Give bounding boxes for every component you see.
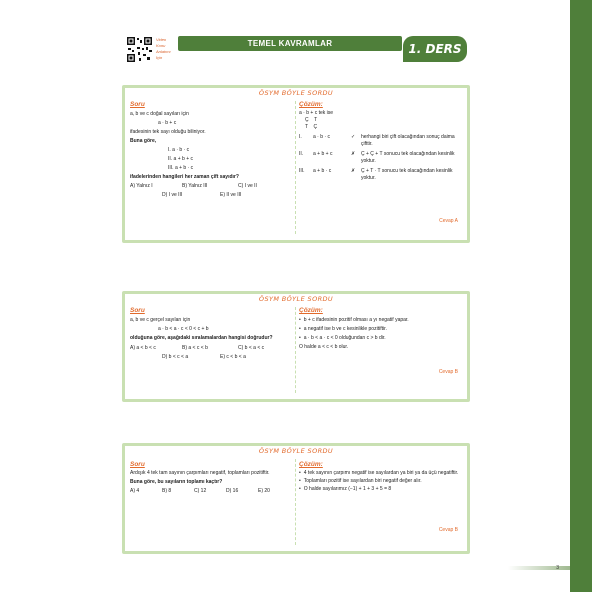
option-e[interactable]: E) c < b < a <box>220 354 246 360</box>
option-d[interactable]: D) b < c < a <box>162 354 189 360</box>
option-b[interactable]: B) Yalnız III <box>182 183 208 189</box>
question-box-1 <box>122 85 470 243</box>
question-line: ifadesinin tek sayı olduğu biliniyor. <box>130 129 206 135</box>
cross-icon: ✗ <box>351 168 356 174</box>
statement-1: I. a · b · c <box>168 147 190 153</box>
solution-bullet: • 4 tek sayının çarpımı negatif ise sayılardan ya biri ya da üçü negatiftir. <box>299 470 462 477</box>
solution-column <box>299 305 462 395</box>
option-c[interactable]: C) 12 <box>194 488 207 494</box>
question-column <box>130 457 295 547</box>
question-box-3 <box>122 443 470 554</box>
solution-line: Ç T <box>305 117 318 123</box>
solution-bullet: • a · b < a · c < 0 olduğundan c > b dir. <box>299 334 462 343</box>
solution-bullet: • b + c ifadesinin pozitif olması a yı negatif yapar. <box>299 316 462 325</box>
option-a[interactable]: A) a < b < c <box>130 345 156 351</box>
answer-label: Cevap B <box>438 369 458 375</box>
option-b[interactable]: B) 8 <box>162 488 172 494</box>
column-divider <box>295 307 296 393</box>
statement-2: II. a + b + c <box>168 156 194 162</box>
question-prompt: ifadelerinden hangileri her zaman çift sayıdır? <box>130 174 239 180</box>
side-color-bar <box>570 0 592 592</box>
question-column <box>130 305 295 395</box>
question-column <box>130 99 295 236</box>
answer-label: Cevap B <box>438 527 458 533</box>
option-e[interactable]: E) 20 <box>258 488 270 494</box>
column-divider <box>295 101 296 234</box>
question-line: a, b ve c gerçel sayıları için <box>130 317 191 323</box>
qr-code-icon[interactable] <box>126 36 153 63</box>
column-divider <box>295 459 296 545</box>
question-line: a, b ve c doğal sayıları için <box>130 111 189 117</box>
box-title: ÖSYM BÖYLE SORDU <box>258 295 334 303</box>
question-heading: Soru <box>130 307 145 314</box>
lesson-badge: 1. DERS <box>403 36 467 62</box>
option-a[interactable]: A) 4 <box>130 488 140 494</box>
solution-line: a · b + c tek ise <box>299 110 334 116</box>
solution-heading: Çözüm: <box>299 307 323 314</box>
options-row <box>130 344 295 353</box>
solution-conclusion: O halde a < c < b olur. <box>299 344 349 350</box>
solution-heading: Çözüm: <box>299 461 323 468</box>
solution-item: I. a · b · c ✓ herhangi biri çift olacağından sonuç daima çifttir. <box>299 134 455 147</box>
solution-item: II. a + b + c ✗ Ç + Ç + T sonucu tek olacağından kesinlik yoktur. <box>299 151 455 164</box>
qr-caption: Video Konu Anlatımı İçin <box>156 37 171 60</box>
check-icon: ✓ <box>351 134 356 140</box>
options-row <box>130 487 295 496</box>
solution-heading: Çözüm: <box>299 101 323 108</box>
question-line: a · b + c <box>158 120 177 126</box>
solution-bullet: • a negatif ise b ve c kesinlikle pozitiftir. <box>299 325 462 334</box>
option-c[interactable]: C) I ve II <box>238 183 257 189</box>
solution-line: T Ç <box>305 124 318 130</box>
solution-item: III. a + b · c ✗ Ç + T · T sonucu tek olacağından kesinlik yoktur. <box>299 168 453 181</box>
option-a[interactable]: A) Yalnız I <box>130 183 153 189</box>
page-number-strip <box>508 566 570 570</box>
options-row <box>130 191 295 200</box>
question-prompt: olduğuna göre, aşağıdaki sıralamalardan hangisi doğrudur? <box>130 335 273 341</box>
options-row <box>130 353 295 362</box>
answer-label: Cevap A <box>439 218 458 224</box>
cross-icon: ✗ <box>351 151 356 157</box>
question-line: a · b < a · c < 0 < c + b <box>158 326 209 332</box>
solution-column <box>299 99 462 236</box>
options-row <box>130 182 295 191</box>
question-heading: Soru <box>130 461 145 468</box>
solution-bullet: • Toplamları pozitif ise sayılardan biri negatif değer alır. <box>299 478 462 485</box>
box-title: ÖSYM BÖYLE SORDU <box>258 89 334 97</box>
page-number: 3 <box>556 565 559 571</box>
question-prompt: Buna göre, bu sayıların toplamı kaçtır? <box>130 479 223 485</box>
section-title-bar: TEMEL KAVRAMLAR <box>178 36 402 51</box>
option-e[interactable]: E) II ve III <box>220 192 242 198</box>
solution-bullet: • O halde sayılarımız (−1) + 1 + 3 + 5 = 8 <box>299 486 462 493</box>
option-d[interactable]: D) 16 <box>226 488 239 494</box>
solution-column <box>299 457 462 547</box>
option-b[interactable]: B) a < c < b <box>182 345 208 351</box>
question-line: Buna göre, <box>130 138 157 144</box>
option-c[interactable]: C) b < a < c <box>238 345 265 351</box>
statement-3: III. a + b · c <box>168 165 194 171</box>
box-title: ÖSYM BÖYLE SORDU <box>258 447 334 455</box>
question-heading: Soru <box>130 101 145 108</box>
option-d[interactable]: D) I ve III <box>162 192 183 198</box>
question-box-2 <box>122 291 470 402</box>
question-line: Ardışık 4 tek tam sayının çarpımları negatif, toplamları pozitiftir. <box>130 470 270 476</box>
